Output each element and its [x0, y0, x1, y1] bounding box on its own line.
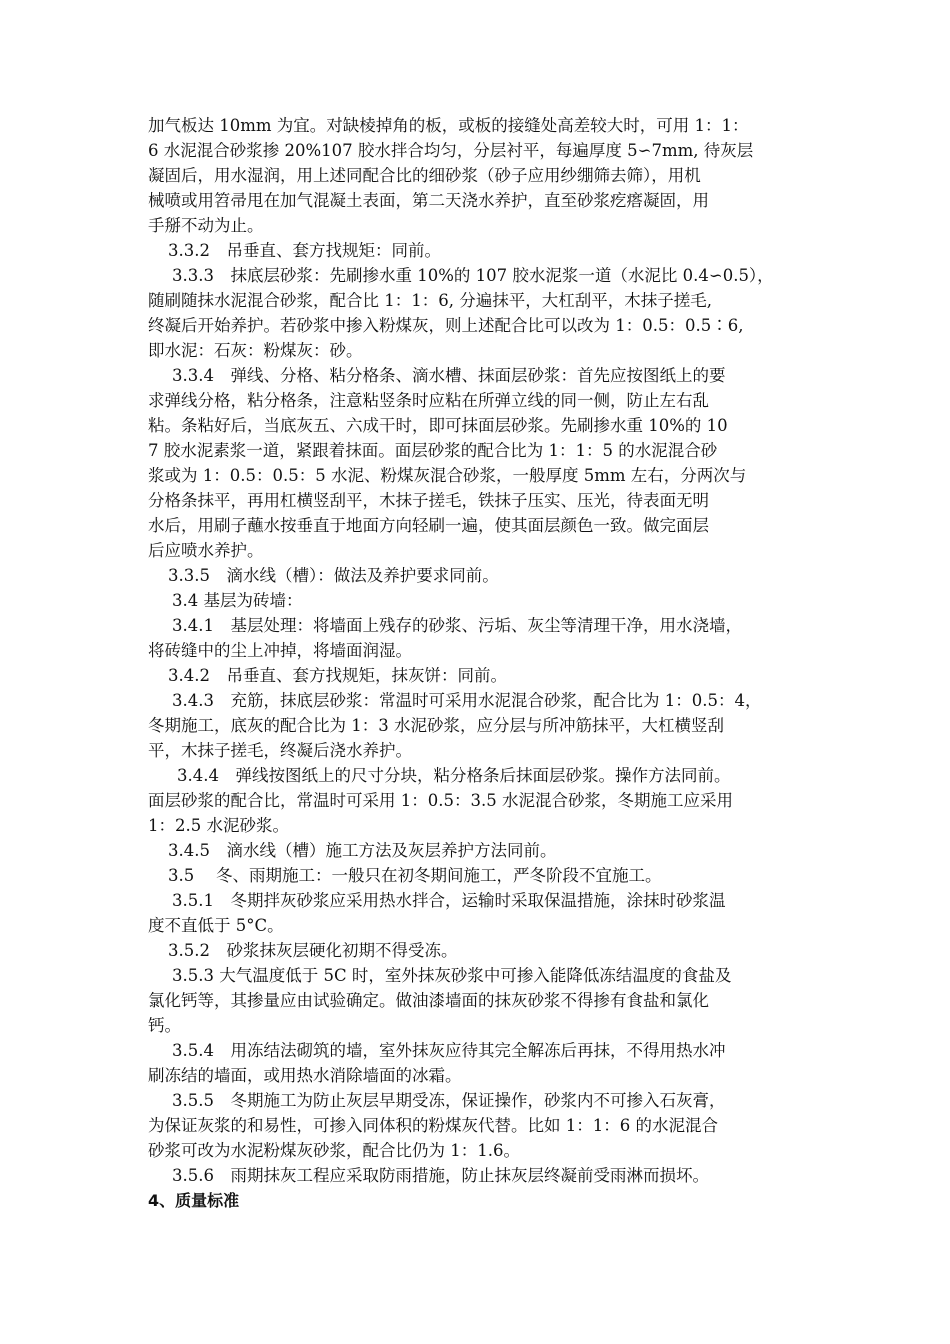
- paragraph-line: 即水泥：石灰：粉煤灰：砂。: [148, 341, 363, 360]
- paragraph-line: 3.4.4 弹线按图纸上的尺寸分块，粘分格条后抹面层砂浆。操作方法同前。: [177, 766, 731, 785]
- paragraph-line: 3.3.5 滴水线（槽）：做法及养护要求同前。: [168, 566, 499, 585]
- paragraph-line: 加气板达 10mm 为宜。对缺棱掉角的板，或板的接缝处高差较大时，可用 1：1：: [148, 116, 749, 135]
- paragraph-line: 后应喷水养护。: [148, 541, 264, 560]
- paragraph-line: 6 水泥混合砂浆掺 20%107 胶水拌合均匀，分层衬平，每遍厚度 5∽7mm, 待灰层: [148, 141, 754, 160]
- paragraph-line: 氯化钙等，其掺量应由试验确定。做油漆墙面的抹灰砂浆不得掺有食盐和氯化: [148, 991, 709, 1010]
- paragraph-line: 3.4 基层为砖墙：: [172, 591, 303, 610]
- paragraph-line: 3.4.2 吊垂直、套方找规矩，抹灰饼：同前。: [168, 666, 507, 685]
- paragraph-line: 粘。条粘好后，当底灰五、六成干时，即可抹面层砂浆。先刷掺水重 10%的 10: [148, 416, 728, 435]
- paragraph-line: 钙。: [148, 1016, 181, 1035]
- paragraph-line: 械喷或用笤帚甩在加气混凝土表面，第二天浇水养护，直至砂浆疙瘩凝固，用: [148, 191, 709, 210]
- paragraph-line: 1：2.5 水泥砂浆。: [148, 816, 289, 835]
- paragraph-line: 冬期施工，底灰的配合比为 1：3 水泥砂浆，应分层与所冲筋抹平，大杠横竖刮: [148, 716, 724, 735]
- paragraph-line: 随刷随抹水泥混合砂浆，配合比 1：1：6, 分遍抹平，大杠刮平，木抹子搓毛,: [148, 291, 712, 310]
- paragraph-line: 3.4.1 基层处理：将墙面上残存的砂浆、污垢、灰尘等清理干净，用水浇墙，: [172, 616, 742, 635]
- paragraph-line: 求弹线分格，粘分格条，注意粘竖条时应粘在所弹立线的同一侧，防止左右乱: [148, 391, 709, 410]
- paragraph-line: 刷冻结的墙面，或用热水消除墙面的冰霜。: [148, 1066, 462, 1085]
- paragraph-line: 3.5.6 雨期抹灰工程应采取防雨措施，防止抹灰层终凝前受雨淋而损坏。: [172, 1166, 709, 1185]
- paragraph-line: 平，木抹子搓毛，终凝后浇水养护。: [148, 741, 412, 760]
- paragraph-line: 度不直低于 5°C。: [148, 916, 284, 935]
- paragraph-line: 3.5.2 砂浆抹灰层硬化初期不得受冻。: [168, 941, 458, 960]
- paragraph-line: 水后，用刷子蘸水按垂直于地面方向轻刷一遍，使其面层颜色一致。做完面层: [148, 516, 709, 535]
- paragraph-line: 终凝后开始养护。若砂浆中掺入粉煤灰，则上述配合比可以改为 1：0.5：0.5∶6,: [148, 316, 744, 335]
- paragraph-line: 3.5.1 冬期拌灰砂浆应采用热水拌合，运输时采取保温措施，涂抹时砂浆温: [172, 891, 726, 910]
- paragraph-line: 面层砂浆的配合比，常温时可采用 1：0.5：3.5 水泥混合砂浆，冬期施工应采用: [148, 791, 733, 810]
- paragraph-line: 3.3.3 抹底层砂浆：先刷掺水重 10%的 107 胶水泥浆一道（水泥比 0.4∽0.5），: [172, 266, 774, 285]
- paragraph-line: 凝固后，用水湿润，用上述同配合比的细砂浆（砂子应用纱绷筛去筛），用机: [148, 166, 701, 185]
- paragraph-line: 将砖缝中的尘上冲掉，将墙面润湿。: [148, 641, 412, 660]
- paragraph-line: 7 胶水泥素浆一道，紧跟着抹面。面层砂浆的配合比为 1：1：5 的水泥混合砂: [148, 441, 718, 460]
- paragraph-line: 3.5 冬、雨期施工：一般只在初冬期间施工，严冬阶段不宜施工。: [168, 866, 662, 885]
- paragraph-line: 3.5.3 大气温度低于 5C 时，室外抹灰砂浆中可掺入能降低冻结温度的食盐及: [172, 966, 732, 985]
- document-body: [148, 113, 808, 1213]
- paragraph-line: 分格条抹平，再用杠横竖刮平，木抹子搓毛，铁抹子压实、压光，待表面无明: [148, 491, 709, 510]
- section-heading: 4、质量标准: [148, 1191, 240, 1210]
- paragraph-line: 为保证灰浆的和易性，可掺入同体积的粉煤灰代替。比如 1：1：6 的水泥混合: [148, 1116, 718, 1135]
- paragraph-line: 3.4.3 充筋，抹底层砂浆：常温时可采用水泥混合砂浆，配合比为 1：0.5：4，: [172, 691, 762, 710]
- paragraph-line: 浆或为 1：0.5：0.5：5 水泥、粉煤灰混合砂浆，一般厚度 5mm 左右，分两次与: [148, 466, 747, 485]
- paragraph-line: 砂浆可改为水泥粉煤灰砂浆，配合比仍为 1：1.6。: [148, 1141, 520, 1160]
- paragraph-line: 手掰不动为止。: [148, 216, 264, 235]
- paragraph-line: 3.5.4 用冻结法砌筑的墙，室外抹灰应待其完全解冻后再抹，不得用热水冲: [172, 1041, 726, 1060]
- paragraph-line: 3.3.4 弹线、分格、粘分格条、滴水槽、抹面层砂浆：首先应按图纸上的要: [172, 366, 726, 385]
- paragraph-line: 3.3.2 吊垂直、套方找规矩：同前。: [168, 241, 441, 260]
- paragraph-line: 3.4.5 滴水线（槽）施工方法及灰层养护方法同前。: [168, 841, 557, 860]
- paragraph-line: 3.5.5 冬期施工为防止灰层早期受冻，保证操作，砂浆内不可掺入石灰膏，: [172, 1091, 726, 1110]
